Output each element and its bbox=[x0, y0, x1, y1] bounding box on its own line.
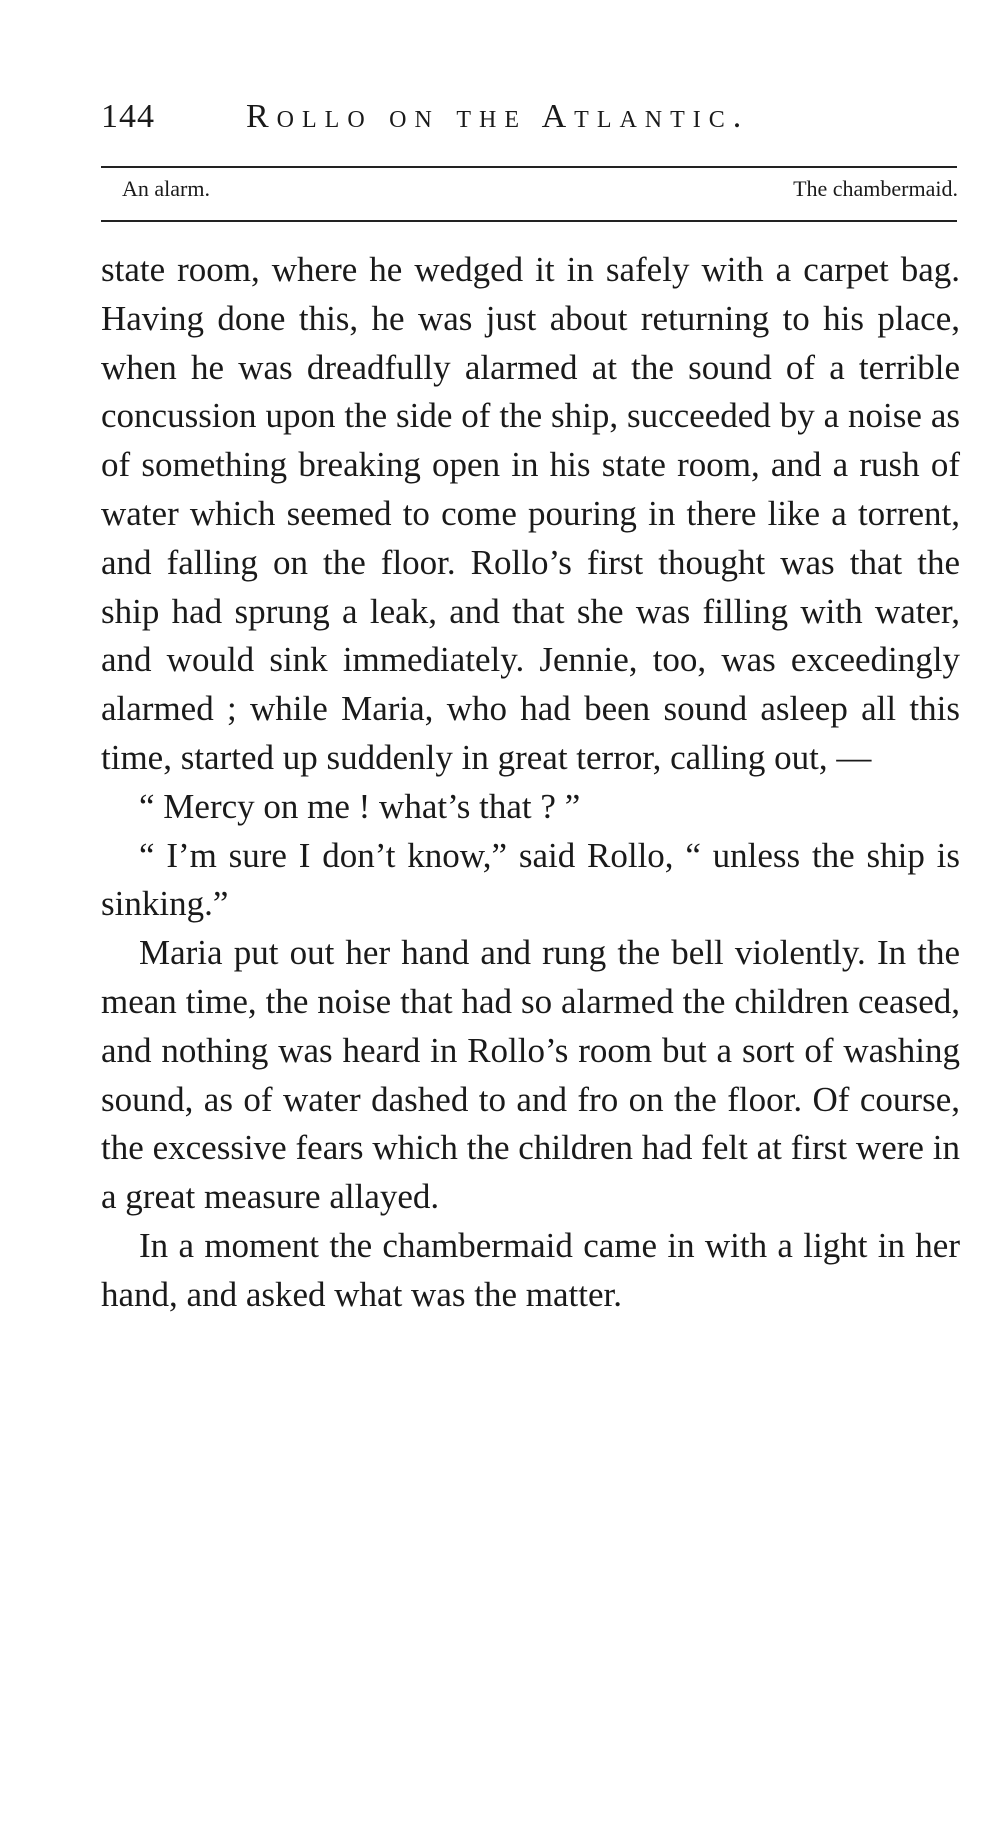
paragraph-5: In a moment the chambermaid came in with a light in her hand, and asked what was the matter. bbox=[101, 1225, 960, 1314]
section-subheads bbox=[122, 176, 958, 212]
paragraph-3: “ I’m sure I don’t know,” said Rollo, “ unless the ship is sinking.” bbox=[101, 835, 960, 924]
paragraph-2: “ Mercy on me ! what’s that ? ” bbox=[139, 786, 581, 826]
body-text bbox=[101, 246, 960, 1320]
paragraph-4: Maria put out her hand and rung the bell violently. In the mean time, the noise that had so alarmed the children ceased, and nothing was heard in Rollo’s room but a sort of washing sound, as of water dashed to and fro on the floor. Of course, the excessive fears which the children had felt at first were in a great measure allayed. bbox=[101, 933, 960, 1217]
paragraph-1: state room, where he wedged it in safely with a carpet bag. Having done this, he was just about returning to his place, when he was dreadfully alarmed at the sound of a terrible concussion upon the side of the ship, succeeded by a noise as of something breaking open in his state room, and a rush of water which seemed to come pouring in there like a torrent, and falling on the floor. Rollo’s first thought was that the ship had sprung a leak, and that she was filling with water, and would sink immediately. Jennie, too, was exceedingly alarmed ; while Maria, who had been sound asleep all this time, started up suddenly in great terror, calling out, — bbox=[101, 250, 960, 777]
page-header bbox=[101, 98, 957, 148]
subhead-right: The chambermaid. bbox=[793, 176, 958, 201]
header-top-rule bbox=[101, 166, 957, 168]
subhead-left: An alarm. bbox=[122, 176, 210, 201]
page-number: 144 bbox=[101, 98, 155, 135]
header-bottom-rule bbox=[101, 220, 957, 222]
running-title: Rollo on the Atlantic. bbox=[246, 98, 750, 135]
